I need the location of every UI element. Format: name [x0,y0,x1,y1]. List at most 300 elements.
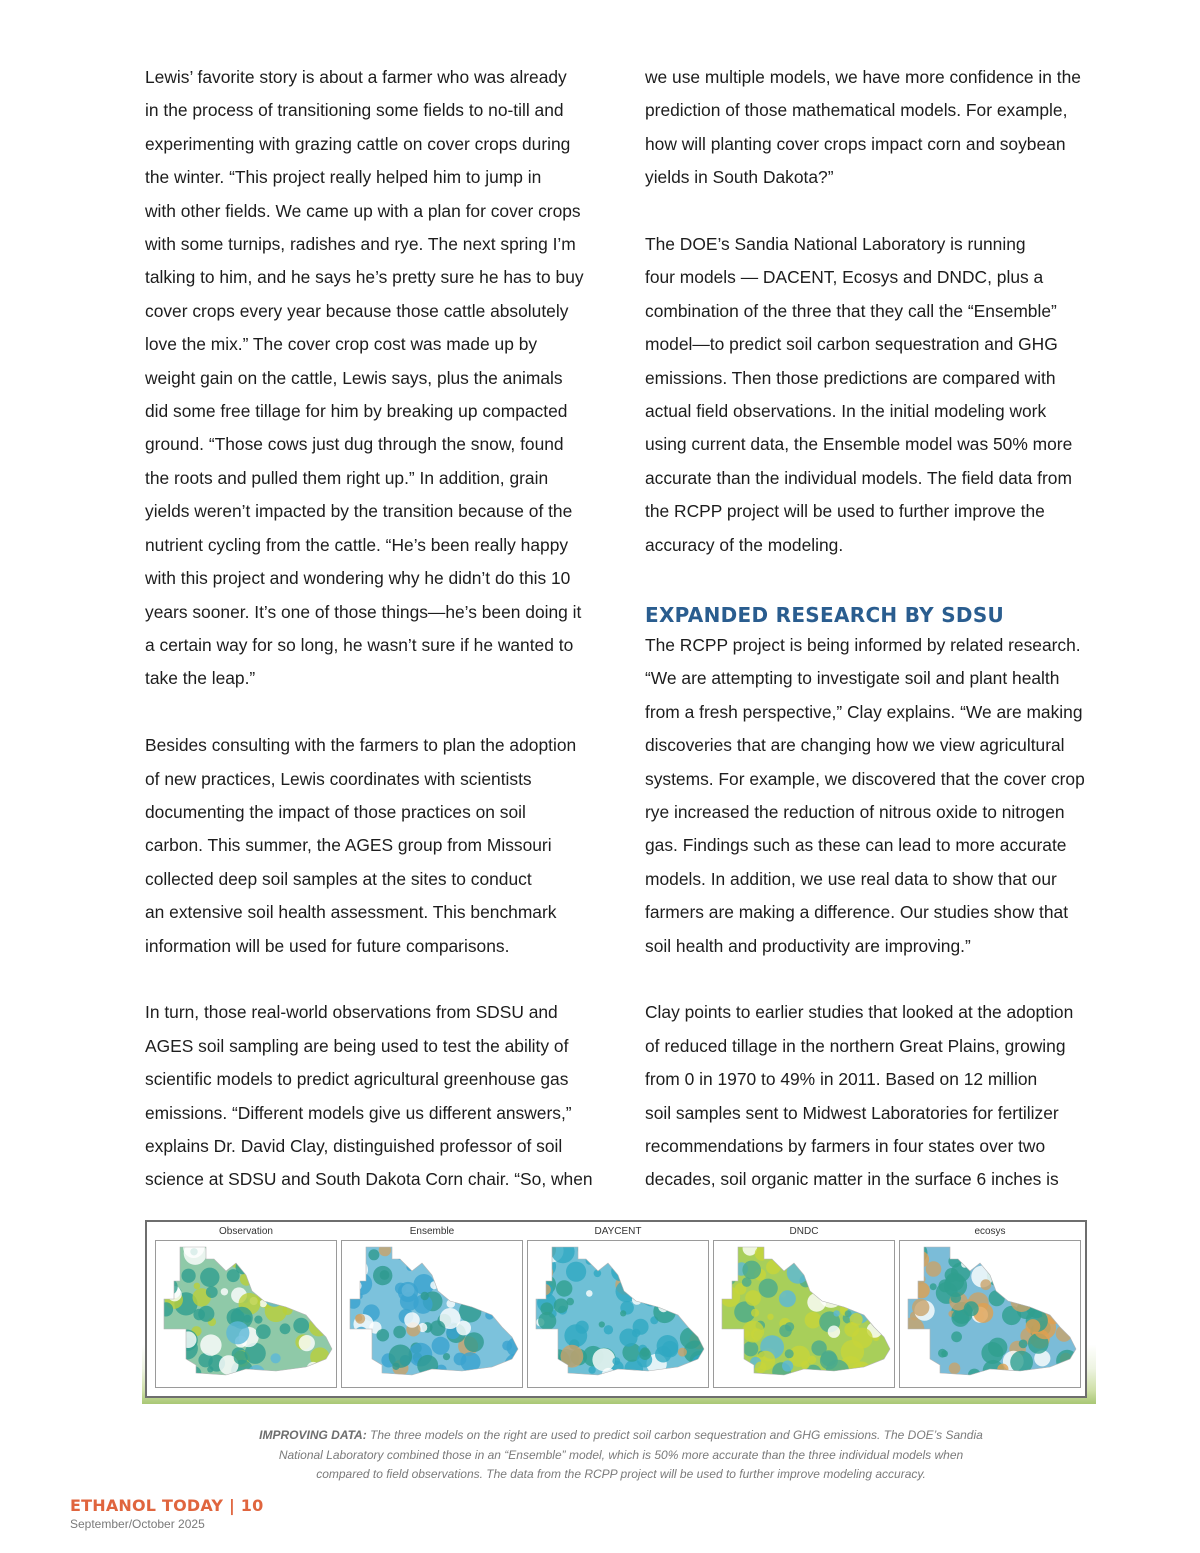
map-cell [1011,1290,1033,1312]
map-cell [588,1366,595,1373]
map-cell [419,1241,441,1259]
map-cell [487,1241,503,1255]
map-cell [766,1260,781,1275]
map-cell [767,1314,773,1320]
map-cell [398,1282,418,1302]
map-cell [980,1279,991,1290]
paragraph-gap [645,963,1097,996]
map-cell [644,1293,658,1307]
map-cell [430,1320,446,1336]
text-line: emissions. Then those predictions are compared with [645,367,1056,388]
map-cell [738,1366,747,1375]
text-line: information will be used for future comparisons. [145,935,510,956]
map-cell [1049,1244,1065,1260]
map-cell [318,1282,332,1296]
map-cell [227,1245,251,1269]
map-cell [1056,1350,1078,1372]
map-cell [795,1256,805,1266]
map-cell [809,1265,818,1274]
map-cell [586,1257,594,1265]
map-cell [393,1244,409,1260]
text-line: of new practices, Lewis coordinates with scientists [145,768,532,789]
text-line: explains Dr. David Clay, distinguished professor of soil [145,1135,563,1156]
map-cell [1015,1248,1036,1269]
map-cell [298,1264,310,1276]
map-cell [845,1310,852,1317]
map-cell [1015,1283,1029,1297]
map-cell [714,1263,737,1286]
map-cell [1056,1325,1073,1342]
map-cell [432,1337,450,1355]
text-line: talking to him, and he says he’s pretty sure he has to buy [145,267,584,288]
map-cell [997,1364,1008,1375]
map-cell [1010,1351,1033,1374]
map-cell [452,1280,471,1299]
text-line: weight gain on the cattle, Lewis says, plus the animals [145,367,563,388]
text-line: from 0 in 1970 to 49% in 2011. Based on 12 million [645,1069,1038,1090]
map-cell [665,1370,674,1379]
text-line: actual field observations. In the initial modeling work [645,401,1047,422]
map-cell [353,1351,365,1363]
map-cell [657,1335,679,1357]
map-cell [755,1247,769,1261]
text-line: yields in South Dakota?” [645,167,834,188]
map-cell [918,1358,930,1370]
map-cell [807,1244,831,1268]
map-cell [248,1365,265,1382]
map-panel-box [527,1240,709,1388]
text-line: science at SDSU and South Dakota Corn chair. “So, when [145,1169,593,1190]
map-cell [848,1281,867,1300]
map-cell [295,1296,303,1304]
map-cell [949,1363,961,1375]
map-cell [465,1249,486,1270]
map-cell [1062,1247,1078,1263]
map-cell [634,1270,652,1288]
map-cell [726,1337,743,1354]
map-cell [270,1259,286,1275]
map-cell [320,1319,332,1331]
map-cell [912,1251,929,1268]
text-line: documenting the impact of those practices on soil [145,801,526,822]
text-line: years sooner. It’s one of those things—he’s been doing it [145,601,582,622]
map-cell [881,1307,888,1314]
map-cell [860,1254,872,1266]
map-panel-title: Observation [219,1226,273,1237]
map-cell [236,1260,251,1275]
map-cell [648,1263,667,1282]
map-cell [457,1254,465,1262]
map-cell [264,1292,272,1300]
text-line: an extensive soil health assessment. This benchmark [145,902,557,923]
map-cell [647,1244,666,1263]
map-cell [256,1256,274,1274]
map-cell [863,1271,870,1278]
map-panel-box [899,1240,1081,1388]
map-cell [161,1257,180,1276]
text-line: from a fresh perspective,” Clay explains. “We are making [645,701,1083,722]
right-column [645,61,1097,1197]
map-cell [989,1290,1005,1306]
map-cell [561,1345,584,1368]
map-cell [293,1260,302,1269]
map-cell [671,1242,695,1266]
text-line: Besides consulting with the farmers to plan the adoption [145,735,577,756]
map-panel [527,1226,709,1388]
map-cell [904,1340,924,1360]
map-cell [355,1327,368,1340]
map-panel-box [341,1240,523,1388]
map-cell [221,1288,228,1295]
text-line: the roots and pulled them right up.” In addition, grain [145,467,549,488]
map-panel-title: DNDC [789,1226,819,1237]
map-cell [502,1341,512,1351]
map-cell [271,1353,281,1363]
text-line: emissions. “Different models give us different answers,” [145,1102,572,1123]
text-line: with other fields. We came up with a plan for cover crops [145,200,581,221]
map-cell [1026,1319,1041,1334]
map-cell [299,1335,315,1351]
map-cell [474,1268,491,1285]
text-line: with this project and wondering why he didn’t do this 10 [145,568,571,589]
map-panel [155,1226,337,1388]
text-line: how will planting cover crops impact corn and soybean [645,133,1066,154]
left-column [145,61,597,1197]
text-line: rye increased the reduction of nitrous oxide to nitrogen [645,801,1065,822]
map-cell [475,1253,496,1274]
map-cell [551,1241,574,1263]
text-line: scientific models to predict agricultural greenhouse gas [145,1069,569,1090]
map-cell [1016,1257,1025,1266]
caption-line-2: National Laboratory combined those in an “Ensemble” model, which is 50% more accurate than the three individual models when [278,1447,964,1462]
map-cell [951,1292,962,1303]
map-cell [632,1295,642,1305]
map-cell [268,1249,283,1264]
map-cell [850,1313,863,1326]
map-cell [538,1349,546,1357]
map-cell [265,1256,273,1264]
map-cell [243,1248,254,1259]
map-cell [538,1265,553,1280]
map-cell [200,1268,219,1287]
map-cell [742,1261,761,1280]
text-line: accurate than the individual models. The field data from [645,467,1072,488]
map-cell [456,1321,471,1336]
map-cell [1057,1310,1072,1325]
map-cell [872,1269,879,1276]
map-cell [443,1269,462,1288]
map-cell [914,1282,930,1298]
map-cell [1057,1305,1065,1313]
map-cell [254,1316,262,1324]
text-line: The RCPP project is being informed by related research. [645,634,1081,655]
map-cell [782,1360,793,1371]
map-cell [266,1258,284,1276]
caption-line-1: The three models on the right are used to predict soil carbon sequestration and GHG emissions. The DOE’s Sandia [366,1428,983,1442]
map-cell [393,1326,406,1339]
map-cell [616,1280,638,1302]
map-cell [200,1334,221,1355]
map-cell [389,1345,412,1368]
text-line: AGES soil sampling are being used to test the ability of [145,1035,569,1056]
map-cell [930,1283,937,1290]
map-cell [979,1241,998,1258]
map-cell [217,1247,224,1254]
map-cell [1030,1292,1041,1303]
caption-label: IMPROVING DATA: [259,1428,367,1442]
map-panel-box [713,1240,895,1388]
map-cell [673,1290,682,1299]
map-cell [951,1246,958,1253]
map-cell [961,1261,968,1268]
map-cell [743,1341,758,1356]
text-line: soil health and productivity are improving.” [645,935,971,956]
paragraph-gap [645,195,1097,228]
map-cell [833,1310,839,1316]
map-cell [175,1356,182,1363]
map-cell [912,1299,929,1316]
map-cell [775,1243,795,1263]
text-line: of reduced tillage in the northern Great Plains, growing [645,1035,1066,1056]
text-line: love the mix.” The cover crop cost was made up by [145,334,538,355]
text-line: gas. Findings such as these can lead to more accurate [645,835,1067,856]
map-cell [964,1301,979,1316]
map-cell [611,1262,630,1281]
map-cell [632,1329,640,1337]
text-line: take the leap.” [145,668,256,689]
map-cell [240,1273,253,1286]
map-cell [826,1360,849,1383]
text-line: soil samples sent to Midwest Laboratories for fertilizer [645,1102,1059,1123]
paragraph-gap [145,696,597,729]
map-cell [206,1286,218,1298]
map-cell [884,1260,893,1269]
map-cell [404,1312,420,1328]
text-line: ground. “Those cows just dug through the snow, found [145,434,564,455]
map-panel-box [155,1240,337,1388]
text-line: the winter. “This project really helped him to jump in [145,167,542,188]
map-cell [280,1323,291,1334]
text-line: “We are attempting to investigate soil and plant health [645,668,1060,689]
map-cell [459,1300,481,1322]
map-cell [751,1328,763,1340]
map-cell [745,1290,761,1306]
map-cell [226,1321,249,1344]
map-cell [1070,1277,1076,1283]
section-heading: EXPANDED RESEARCH BY SDSU [645,603,1005,628]
map-cell [670,1291,691,1312]
text-line: recommendations by farmers in four states over two [645,1135,1046,1156]
map-cell [464,1332,484,1352]
map-cell [1068,1270,1081,1283]
map-cell [540,1284,551,1295]
map-cell [599,1321,605,1327]
figure-frame [145,1220,1087,1398]
map-cell [503,1258,517,1272]
map-cell [838,1275,845,1282]
map-cell [355,1315,362,1322]
map-cell [727,1263,736,1272]
map-cell [464,1247,472,1255]
map-cell [474,1248,490,1264]
region-map [714,1241,896,1389]
paragraph-gap [645,562,1097,595]
map-cell [566,1262,586,1282]
map-cell [546,1334,556,1344]
map-cell [819,1284,843,1308]
map-cell [263,1252,276,1265]
map-cell [440,1256,451,1267]
map-cell [848,1242,859,1253]
map-cell [720,1334,744,1358]
map-cell [755,1362,767,1374]
map-cell [938,1349,947,1358]
text-line: the RCPP project will be used to further improve the [645,501,1045,522]
map-cell [256,1324,271,1339]
map-cell [164,1274,172,1282]
map-cell [486,1302,497,1313]
map-cell [379,1244,391,1256]
text-line: yields weren’t impacted by the transition because of the [145,501,573,522]
map-cell [1006,1278,1027,1299]
map-cell [308,1286,318,1296]
map-cell [926,1261,942,1277]
map-cell [986,1249,997,1260]
map-cell [612,1357,620,1365]
map-cell [604,1325,613,1334]
map-cell [996,1243,1011,1258]
text-line: discoveries that are changing how we view agricultural [645,735,1065,756]
text-line: using current data, the Ensemble model was 50% more [645,434,1073,455]
map-cell [839,1292,853,1306]
map-cell [249,1277,261,1289]
text-line: in the process of transitioning some fields to no-till and [145,100,564,121]
text-line: we use multiple models, we have more confidence in the [645,67,1081,87]
map-cell [830,1252,850,1272]
map-cell [194,1283,201,1290]
map-cell [841,1340,864,1363]
map-cell [876,1313,888,1325]
region-map [342,1241,524,1389]
map-cell [951,1331,962,1342]
map-cell [695,1309,709,1323]
map-cell [538,1312,556,1330]
map-cell [983,1360,1004,1381]
text-line: collected deep soil samples at the sites to conduct [145,868,532,889]
map-cell [556,1280,572,1296]
map-cell [641,1291,654,1304]
text-line: model—to predict soil carbon sequestration and GHG [645,334,1058,355]
map-cell [564,1324,587,1347]
map-cell [693,1279,710,1296]
map-cell [1008,1262,1025,1279]
map-cell [500,1273,523,1296]
map-cell [350,1262,361,1273]
text-line: a certain way for so long, he wasn’t sure if he wanted to [145,634,574,655]
map-cell [1015,1241,1038,1264]
map-cell [1019,1340,1028,1349]
map-cell [482,1253,499,1270]
map-cell [736,1361,748,1373]
map-cell [660,1260,666,1266]
map-cell [801,1361,809,1369]
map-cell [159,1302,173,1316]
map-cell [988,1338,1007,1357]
map-cell [368,1249,379,1260]
map-cell [182,1269,196,1283]
text-line: prediction of those mathematical models. For example, [645,100,1068,121]
figure-caption [200,1426,1042,1485]
map-cell [436,1244,443,1251]
text-line: models. In addition, we use real data to show that our [645,868,1057,889]
map-cell [346,1259,368,1281]
map-cell [346,1295,360,1309]
map-cell [373,1266,392,1285]
text-line: The DOE’s Sandia National Laboratory is running [645,234,1026,255]
text-line: with some turnips, radishes and rye. The next spring I’m [145,234,576,255]
map-cell [252,1244,264,1256]
caption-line-3: compared to field observations. The data from the RCPP project will be used to further improve modeling accuracy. [316,1467,926,1481]
map-cell [873,1251,889,1267]
map-cell [828,1326,840,1338]
text-line: decades, soil organic matter in the surface 6 inches is [645,1169,1059,1190]
map-cell [785,1349,794,1358]
text-line: Clay points to earlier studies that looked at the adoption [645,1002,1074,1023]
text-line: experimenting with grazing cattle on cover crops during [145,133,571,154]
map-panel [341,1226,523,1388]
text-line: farmers are making a difference. Our studies show that [645,902,1069,923]
map-cell [839,1277,859,1297]
map-cell [845,1285,865,1305]
map-cell [293,1318,309,1334]
map-cell [691,1355,710,1374]
map-panel-title: DAYCENT [594,1226,642,1237]
map-cell [759,1279,778,1298]
map-cell [1022,1242,1044,1264]
map-cell [198,1306,214,1322]
map-cell [265,1289,276,1300]
map-cell [844,1263,858,1277]
map-cell [476,1261,482,1267]
map-cell [908,1347,922,1361]
map-cell [779,1290,796,1307]
text-line: systems. For example, we discovered that the cover crop [645,768,1085,789]
map-cell [652,1242,673,1263]
map-cell [586,1290,593,1297]
map-cell [539,1349,560,1370]
map-cell [592,1348,615,1371]
page-footer [70,1496,263,1532]
text-line: combination of the three that they call the “Ensemble” [645,300,1057,321]
map-cell [180,1331,197,1348]
map-cell [678,1348,687,1357]
model-comparison-figure [142,1206,1096,1404]
footer-date: September/October 2025 [70,1517,205,1531]
map-cell [805,1312,822,1329]
map-cell [640,1347,649,1356]
map-panel-title: Ensemble [409,1226,455,1237]
map-cell [476,1294,483,1301]
map-cell [577,1244,588,1255]
map-cell [448,1262,457,1271]
map-cell [485,1311,494,1320]
region-map [156,1241,338,1389]
map-cell [1000,1242,1019,1261]
map-cell [322,1310,329,1317]
map-cell [554,1298,569,1313]
map-panel [713,1226,895,1388]
map-cell [472,1250,495,1273]
